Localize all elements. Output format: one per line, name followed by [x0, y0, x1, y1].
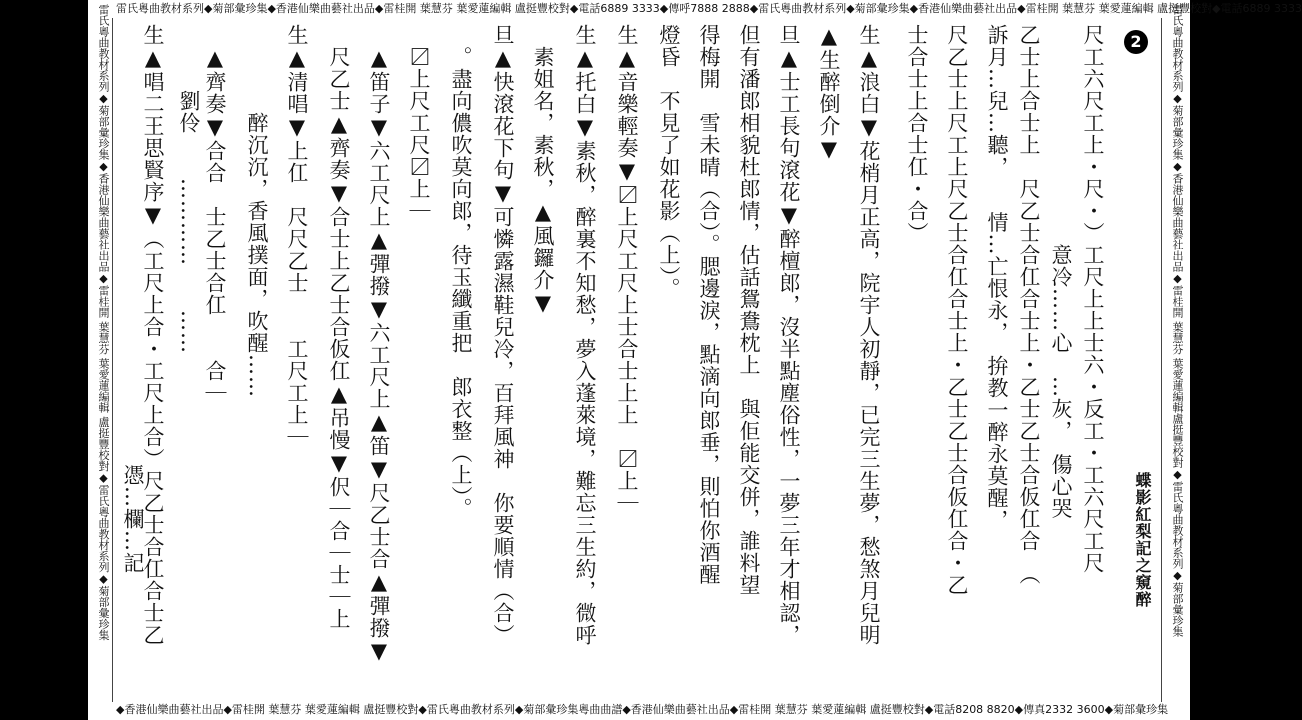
score-column: 尺工六尺工上・尺・）工尺上上士六・反工・工六尺工尺 — [1081, 24, 1105, 574]
score-column: 生▲清唱▼上仜 尺尺乙士 工尺工上｜ — [285, 24, 309, 448]
score-column: 生▲音樂輕奏▼〼上尺工尺上士合士上上 〼上｜ — [615, 24, 639, 514]
score-column: 生▲托白▼素秋，醉裏不知愁，夢入蓬萊境，難忘三生約，微呼 — [573, 24, 597, 646]
score-column: 〼上尺工尺〼上｜ — [407, 24, 431, 222]
score-page — [88, 0, 1302, 720]
score-column: 劉伶 ………… …… — [177, 24, 201, 354]
score-column: 尺乙士▲齊奏▼合士上乙士合仮仜▲吊慢▼伬｜合｜士｜上 — [327, 24, 351, 630]
score-column: 乙士上合士上 尺乙士合仜合士上・乙士乙士合仮仜合 （ — [1017, 24, 1041, 586]
song-subtitle: 蝶影紅梨記之窺醉 — [1133, 472, 1152, 608]
score-column: 旦▲快滾花下句▼可憐露濕鞋兒冷，百拜風神 你要順情（合） — [491, 24, 515, 646]
score-column: 士合士上合士仜・合） — [905, 24, 929, 244]
page-number-badge: 2 — [1124, 30, 1148, 54]
score-column: 尺乙士上尺工上尺乙士合仜合士上・乙士乙士合仮仜合・乙 — [945, 24, 969, 596]
score-column: 得梅開 雪未晴（合）。腮邊淚，點滴向郎垂，則怕你酒醒 — [697, 24, 721, 586]
score-column: 素姐名，素秋，▲風鑼介▼ — [531, 24, 555, 316]
side-banner-left: 雷氏粵曲教材系列◆菊部彙珍集◆香港仙樂曲藝社出品◆雷桂開 葉慧芬 葉愛蓮編輯 盧挺豐校對◆雷氏粵曲教材系列◆菊部彙珍集 — [97, 4, 110, 641]
score-column: 旦▲士工長句滾花▼醉檀郎，沒半點塵俗性，一夢三年才相認， — [777, 24, 801, 646]
score-column: ▲生醉倒介▼ — [817, 24, 841, 162]
score-column: ▲齊奏▼合合 士乙士合仜 合｜ — [203, 24, 227, 404]
score-column: 訴月…兒…聽， 情…亡恨永， 拚教一醉永莫醒， — [985, 24, 1009, 531]
side-banner-right: 雷氏粵曲教材系列◆菊部彙珍集◆香港仙樂曲藝社出品◆雷桂開 葉慧芬 葉愛蓮編輯盧挺豐校對◆雷氏粵曲教材系列◆菊部彙珍集 — [1171, 4, 1184, 637]
header-banner-bottom: ◆香港仙樂曲藝社出品◆雷桂開 葉慧芬 葉愛蓮編輯 盧挺豐校對◆雷氏粵曲教材系列◆菊部彙珍集粵曲曲譜◆香港仙樂曲藝社出品◆雷桂開 葉慧芬 葉愛蓮編輯 盧挺豐校對◆電話8208 8820◆傳真2332 3600◆菊部彙珍集 — [116, 703, 1169, 716]
score-column: 。盡向儂吹莫向郎，待玉纖重把 郎衣整（上）。 — [449, 24, 473, 520]
score-column: 憑…欄…記 — [121, 24, 145, 574]
score-column: 醉沉沉，香風撲面，吹醒…… — [245, 24, 269, 398]
score-column: 生▲唱二王思賢序▼（工尺上合・工尺上合）尺乙士合仜合士乙 — [141, 24, 165, 646]
score-column: 生▲浪白▼花梢月正高，院宇人初靜，已完三生夢，愁煞月兒明 — [857, 24, 881, 646]
header-banner-top: 雷氏粵曲教材系列◆菊部彙珍集◆香港仙樂曲藝社出品◆雷桂開 葉慧芬 葉愛蓮編輯 盧挺豐校對◆電話6889 3333◆傳呼7888 2888◆雷氏粵曲教材系列◆菊部彙珍集◆香港仙樂曲藝社出品◆雷桂開 葉慧芬 葉愛蓮編輯 盧挺豐校對◆電話6889 3333 — [116, 2, 1302, 15]
score-column: 但有潘郎相貌杜郎情，估話鴛鴦枕上 與佢能交併，誰料望 — [737, 24, 761, 596]
right-border-rule — [1161, 18, 1162, 702]
score-column: ▲笛子▼六工尺上▲彈撥▼六工尺上▲笛▼尺乙士合▲彈撥▼ — [367, 24, 391, 664]
score-column: 意冷……心 …灰， 傷心哭 — [1049, 24, 1073, 520]
left-border-rule — [112, 18, 113, 702]
score-column: 燈昏 不見了如花影（上）。 — [657, 24, 681, 300]
